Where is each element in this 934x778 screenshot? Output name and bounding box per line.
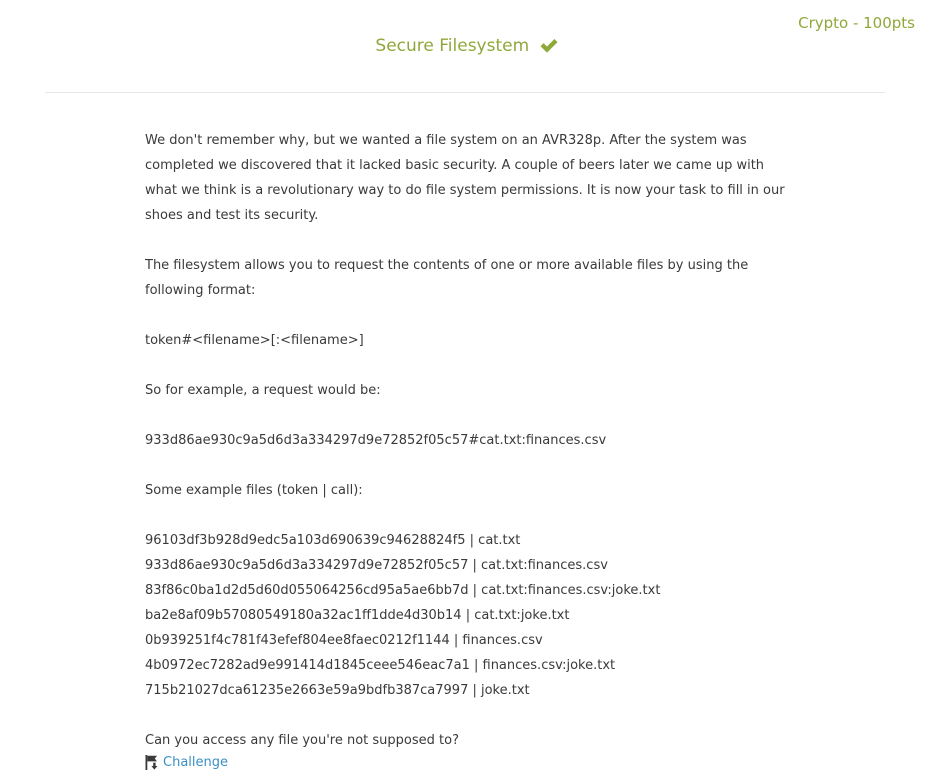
- list-item: 83f86c0ba1d2d5d60d055064256cd95a5ae6bb7d | cat.txt:finances.csv:joke.txt: [145, 583, 661, 598]
- list-item: ba2e8af09b57080549180a32ac1ff1dde4d30b14 | cat.txt:joke.txt: [145, 608, 570, 623]
- example-request: 933d86ae930c9a5d6d3a334297d9e72852f05c57#cat.txt:finances.csv: [145, 433, 607, 448]
- challenge-download-link[interactable]: [145, 755, 228, 770]
- challenge-category-points: Crypto - 100pts: [798, 14, 915, 32]
- question-paragraph: Can you access any file you're not supposed to?: [145, 733, 459, 748]
- format-spec: token#<filename>[:<filename>]: [145, 333, 364, 348]
- example-intro-paragraph: So for example, a request would be:: [145, 383, 381, 398]
- files-intro-paragraph: Some example files (token | call):: [145, 483, 363, 498]
- challenge-title: [0, 36, 934, 59]
- list-item: 0b939251f4c781f43efef804ee8faec0212f1144 | finances.csv: [145, 633, 543, 648]
- list-item: 96103df3b928d9edc5a103d690639c94628824f5 | cat.txt: [145, 533, 521, 548]
- download-flag-icon: [145, 755, 159, 770]
- list-item: 933d86ae930c9a5d6d3a334297d9e72852f05c57 | cat.txt:finances.csv: [145, 558, 608, 573]
- challenge-description: [145, 128, 800, 778]
- list-item: 4b0972ec7282ad9e991414d1845ceee546eac7a1 | finances.csv:joke.txt: [145, 658, 616, 673]
- format-intro-paragraph: The filesystem allows you to request the contents of one or more available files by using the following format:: [145, 258, 749, 298]
- header-divider: [45, 92, 885, 93]
- checkmark-icon: [539, 37, 559, 59]
- challenge-link-label: Challenge: [163, 755, 228, 770]
- list-item: 715b21027dca61235e2663e59a9bdfb387ca7997 | joke.txt: [145, 683, 530, 698]
- example-files-list: [145, 528, 800, 703]
- challenge-title-text: Secure Filesystem: [375, 36, 530, 56]
- intro-paragraph: We don't remember why, but we wanted a file system on an AVR328p. After the system was completed we discovered that it lacked basic security. A couple of beers later we came up with what we think is a revolutionary way to do file system permissions. It is now your task to fill in our shoes and test its security.: [145, 133, 785, 223]
